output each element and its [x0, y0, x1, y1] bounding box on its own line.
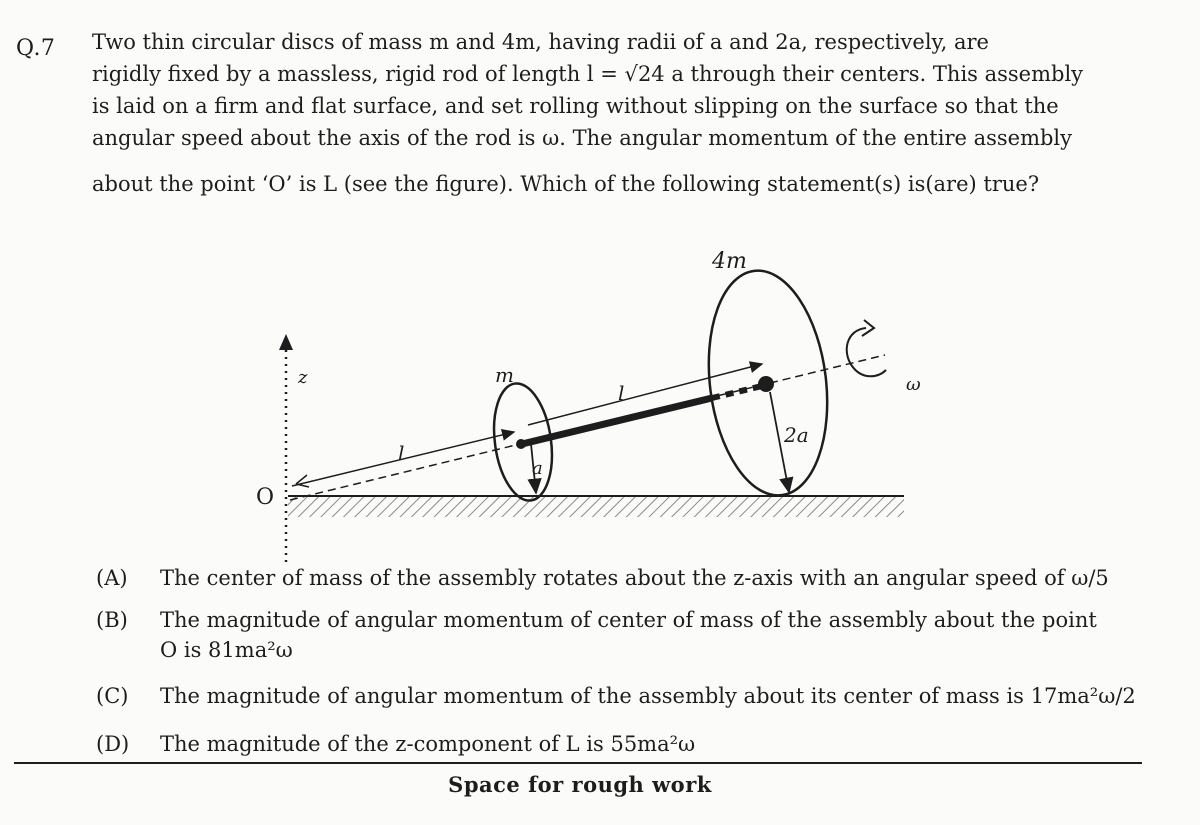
option-d-text: The magnitude of the z-component of L is 55ma²ω	[160, 732, 696, 756]
large-disc-center	[758, 376, 774, 392]
dimension-l-lower-tail	[296, 475, 309, 487]
option-d-label: (D)	[96, 732, 130, 756]
option-a-label: (A)	[96, 566, 128, 590]
option-b-text-line-2: O is 81ma²ω	[160, 638, 293, 662]
z-axis-label: z	[298, 367, 308, 388]
option-c-text: The magnitude of angular momentum of the assembly about its center of mass is 17ma²ω/2	[160, 684, 1136, 708]
question-number: Q.7	[16, 36, 56, 61]
stem-line-3: is laid on a firm and flat surface, and set rolling without slipping on the surface so that the	[92, 94, 1059, 118]
origin-label: O	[256, 485, 275, 510]
rotation-arrow	[847, 328, 886, 376]
stem-line-2: rigidly fixed by a massless, rigid rod of length l = √24 a through their centers. This assembly	[92, 62, 1084, 86]
large-disc-mass-label: 4m	[712, 249, 747, 274]
stem-line-5: about the point ‘O’ is L (see the figure). Which of the following statement(s) is(are) true?	[92, 172, 1040, 196]
rod	[522, 398, 712, 444]
ground-hatch	[288, 497, 904, 517]
question-stem	[92, 26, 1142, 200]
small-radius-label: a	[532, 458, 543, 479]
stem-line-4: angular speed about the axis of the rod is ω. The angular momentum of the entire assembly	[92, 126, 1073, 150]
footer-divider	[14, 762, 1142, 764]
omega-label: ω	[906, 374, 921, 395]
rod-length-label-lower: l	[398, 441, 405, 465]
rod-length-label-upper: l	[618, 381, 625, 405]
large-radius-label: 2a	[784, 423, 809, 447]
option-a-text: The center of mass of the assembly rotates about the z-axis with an angular speed of ω/5	[160, 566, 1109, 590]
rough-work-label: Space for rough work	[448, 772, 712, 797]
stem-line-1: Two thin circular discs of mass m and 4m, having radii of a and 2a, respectively, are	[92, 30, 989, 54]
option-b-text-line-1: The magnitude of angular momentum of center of mass of the assembly about the point	[160, 608, 1097, 632]
rod-hidden-part	[712, 386, 762, 398]
option-c-label: (C)	[96, 684, 129, 708]
figure-svg	[0, 240, 1200, 570]
small-disc-mass-label: m	[495, 363, 514, 387]
z-axis-arrow	[279, 334, 293, 350]
option-b-text	[160, 605, 1150, 665]
disc-assembly-figure	[0, 240, 1200, 570]
option-b-label: (B)	[96, 608, 128, 632]
